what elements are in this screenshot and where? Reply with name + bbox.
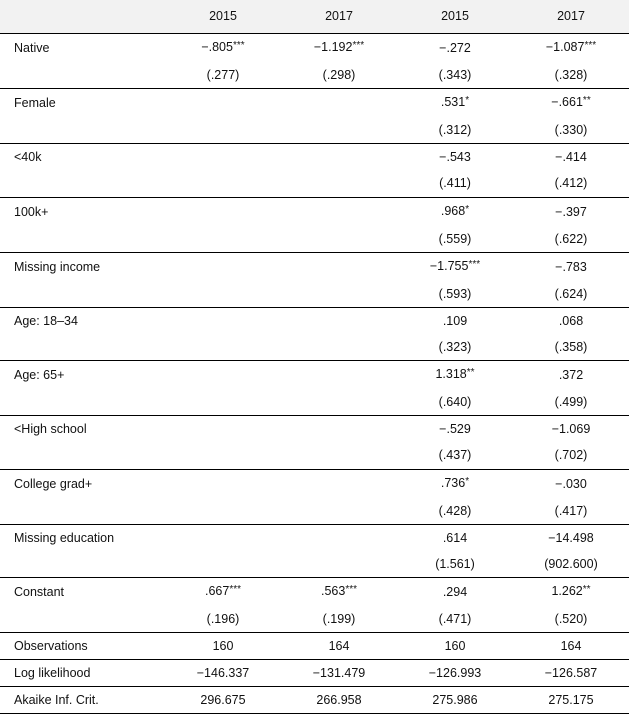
cell-model-4: (.702) xyxy=(554,448,588,463)
row-label: College grad+ xyxy=(14,476,93,491)
cell-model-1 xyxy=(165,551,281,578)
row-label xyxy=(0,498,165,525)
cell-model-4: −14.498 xyxy=(548,530,594,545)
table-row xyxy=(0,660,629,687)
table-row xyxy=(0,577,629,606)
cell-model-4: (.330) xyxy=(554,123,588,138)
header-cell-model2-year: 2017 xyxy=(281,0,397,34)
cell-model-3: .109 xyxy=(442,313,468,328)
cell-model-3: (.559) xyxy=(438,231,472,246)
row-label: 100k+ xyxy=(14,204,49,219)
table-row xyxy=(0,307,629,334)
cell-model-4: (.520) xyxy=(554,611,588,626)
row-label: Female xyxy=(14,96,56,111)
cell-model-2: .563*** xyxy=(320,583,358,598)
row-label: Missing education xyxy=(14,530,115,545)
row-label: Age: 65+ xyxy=(14,368,65,383)
cell-model-2 xyxy=(281,551,397,578)
cell-model-2: 266.958 xyxy=(281,687,397,714)
cell-model-2 xyxy=(281,144,397,171)
row-label xyxy=(0,281,165,308)
cell-model-2 xyxy=(281,334,397,361)
cell-model-1: −.805*** xyxy=(201,40,245,54)
cell-model-1 xyxy=(165,334,281,361)
cell-model-2 xyxy=(281,469,397,498)
table-row-se xyxy=(0,442,629,469)
cell-model-4: −1.069 xyxy=(551,422,591,437)
table-row-se xyxy=(0,551,629,578)
cell-model-3: −.529 xyxy=(439,422,471,437)
cell-model-4: −.397 xyxy=(555,204,587,219)
significance-stars: *** xyxy=(352,40,365,51)
header-row xyxy=(0,0,629,34)
cell-model-2 xyxy=(281,197,397,226)
row-label: Missing income xyxy=(14,259,101,274)
cell-model-1: (.196) xyxy=(206,611,240,626)
row-label: Constant xyxy=(14,584,65,599)
table-row-se xyxy=(0,334,629,361)
significance-stars: ** xyxy=(582,95,591,107)
table-row xyxy=(0,416,629,443)
table-row-se xyxy=(0,170,629,197)
cell-model-1 xyxy=(165,144,281,171)
table-row xyxy=(0,687,629,714)
cell-model-1 xyxy=(165,117,281,144)
cell-model-4: −126.587 xyxy=(544,666,598,681)
cell-model-1 xyxy=(165,469,281,498)
row-label xyxy=(0,389,165,416)
cell-model-2 xyxy=(281,281,397,308)
table-row xyxy=(0,524,629,551)
cell-model-4: (.328) xyxy=(554,68,588,83)
cell-model-3: (.640) xyxy=(438,395,472,410)
cell-model-3: .531* xyxy=(440,95,470,110)
row-label: <40k xyxy=(14,150,42,165)
row-label: Log likelihood xyxy=(14,666,91,681)
row-label: Age: 18–34 xyxy=(14,313,78,328)
cell-model-1 xyxy=(165,197,281,226)
significance-stars: *** xyxy=(468,258,481,270)
cell-model-1 xyxy=(165,252,281,281)
cell-model-1 xyxy=(165,416,281,443)
cell-model-3: (.471) xyxy=(438,611,472,626)
table-row-se xyxy=(0,117,629,144)
cell-model-1 xyxy=(165,281,281,308)
cell-model-4: (.412) xyxy=(554,176,588,191)
cell-model-4: (.622) xyxy=(554,231,588,246)
cell-model-1: (.277) xyxy=(206,68,240,83)
significance-stars: ** xyxy=(466,367,475,379)
cell-model-3: .968* xyxy=(440,203,470,218)
table-row xyxy=(0,469,629,498)
table-row-se xyxy=(0,389,629,416)
table-row xyxy=(0,144,629,171)
cell-model-2 xyxy=(281,389,397,416)
cell-model-3: −.543 xyxy=(439,150,471,165)
significance-stars: *** xyxy=(232,40,245,51)
significance-stars: *** xyxy=(345,583,358,595)
cell-model-2 xyxy=(281,524,397,551)
cell-model-1 xyxy=(165,226,281,253)
cell-model-3: 1.318** xyxy=(435,367,475,382)
table-row-se xyxy=(0,498,629,525)
table-row-se xyxy=(0,281,629,308)
cell-model-4: .372 xyxy=(558,368,584,383)
row-label xyxy=(0,551,165,578)
table-row xyxy=(0,361,629,390)
table-row xyxy=(0,197,629,226)
cell-model-3: (.411) xyxy=(439,176,471,191)
cell-model-2 xyxy=(281,89,397,118)
cell-model-1 xyxy=(165,524,281,551)
cell-model-1: −146.337 xyxy=(196,666,250,681)
cell-model-4: −.783 xyxy=(555,259,587,274)
row-label: Observations xyxy=(14,639,88,654)
cell-model-3: (.437) xyxy=(438,448,472,463)
significance-stars: ** xyxy=(582,583,591,595)
cell-model-2: (.199) xyxy=(322,611,356,626)
significance-stars: *** xyxy=(584,40,597,51)
row-label xyxy=(0,62,165,89)
cell-model-3: .736* xyxy=(440,475,470,490)
row-label: Native xyxy=(14,41,50,55)
cell-model-2 xyxy=(281,117,397,144)
cell-model-2 xyxy=(281,307,397,334)
cell-model-3: (1.561) xyxy=(435,556,475,571)
cell-model-1 xyxy=(165,498,281,525)
table-header xyxy=(0,0,629,34)
cell-model-1 xyxy=(165,170,281,197)
cell-model-1 xyxy=(165,389,281,416)
cell-model-2 xyxy=(281,416,397,443)
significance-stars: * xyxy=(465,475,470,487)
row-label xyxy=(0,170,165,197)
row-label xyxy=(0,117,165,144)
row-label: Akaike Inf. Crit. xyxy=(0,687,165,714)
cell-model-4: (.358) xyxy=(554,340,588,355)
cell-model-4: (.624) xyxy=(554,286,588,301)
header-cell-model1-year: 2015 xyxy=(165,0,281,34)
cell-model-2 xyxy=(281,498,397,525)
cell-model-2: (.298) xyxy=(322,68,356,83)
cell-model-2 xyxy=(281,361,397,390)
cell-model-4: −.030 xyxy=(555,476,587,491)
table-row-se xyxy=(0,62,629,89)
cell-model-3: (.312) xyxy=(438,123,472,138)
table-body xyxy=(0,34,629,714)
cell-model-3: .614 xyxy=(442,530,468,545)
significance-stars: *** xyxy=(229,583,242,595)
cell-model-1: 160 xyxy=(212,639,234,654)
row-label xyxy=(0,226,165,253)
header-cell-label xyxy=(0,0,165,34)
cell-model-4: (902.600) xyxy=(544,556,598,571)
row-label xyxy=(0,334,165,361)
row-label xyxy=(0,442,165,469)
header-cell-model4-year: 2017 xyxy=(513,0,629,34)
cell-model-3: 160 xyxy=(444,639,466,654)
cell-model-3: (.323) xyxy=(438,340,472,355)
cell-model-4: 275.175 xyxy=(513,687,629,714)
cell-model-3: .294 xyxy=(442,584,468,599)
cell-model-3: −126.993 xyxy=(428,666,482,681)
cell-model-1 xyxy=(165,307,281,334)
cell-model-4: 164 xyxy=(560,639,582,654)
cell-model-4: (.417) xyxy=(554,503,588,518)
significance-stars: * xyxy=(465,95,470,107)
table-row xyxy=(0,34,629,63)
cell-model-2 xyxy=(281,252,397,281)
cell-model-1 xyxy=(165,89,281,118)
cell-model-4: −1.087*** xyxy=(545,40,597,54)
table-row xyxy=(0,89,629,118)
cell-model-3: 275.986 xyxy=(397,687,513,714)
cell-model-2 xyxy=(281,170,397,197)
cell-model-3: (.428) xyxy=(438,503,472,518)
cell-model-2: −131.479 xyxy=(312,666,366,681)
cell-model-3: (.593) xyxy=(438,286,472,301)
header-cell-model3-year: 2015 xyxy=(397,0,513,34)
cell-model-1 xyxy=(165,442,281,469)
significance-stars: * xyxy=(465,203,470,215)
cell-model-2: −1.192*** xyxy=(313,40,365,54)
cell-model-4: −.661** xyxy=(551,95,591,110)
cell-model-1: 296.675 xyxy=(165,687,281,714)
cell-model-2 xyxy=(281,226,397,253)
cell-model-3: −1.755*** xyxy=(429,258,481,273)
table-row-se xyxy=(0,226,629,253)
table-row xyxy=(0,252,629,281)
cell-model-2: 164 xyxy=(328,639,350,654)
cell-model-4: (.499) xyxy=(554,395,588,410)
cell-model-1: .667*** xyxy=(204,583,242,598)
cell-model-3: (.343) xyxy=(438,68,472,83)
cell-model-3: −.272 xyxy=(439,41,471,55)
table-row-se xyxy=(0,606,629,633)
row-label xyxy=(0,606,165,633)
table-row xyxy=(0,633,629,660)
cell-model-4: −.414 xyxy=(555,150,587,165)
cell-model-1 xyxy=(165,361,281,390)
cell-model-2 xyxy=(281,442,397,469)
cell-model-4: .068 xyxy=(558,313,584,328)
row-label: <High school xyxy=(14,422,87,437)
cell-model-4: 1.262** xyxy=(551,583,591,598)
